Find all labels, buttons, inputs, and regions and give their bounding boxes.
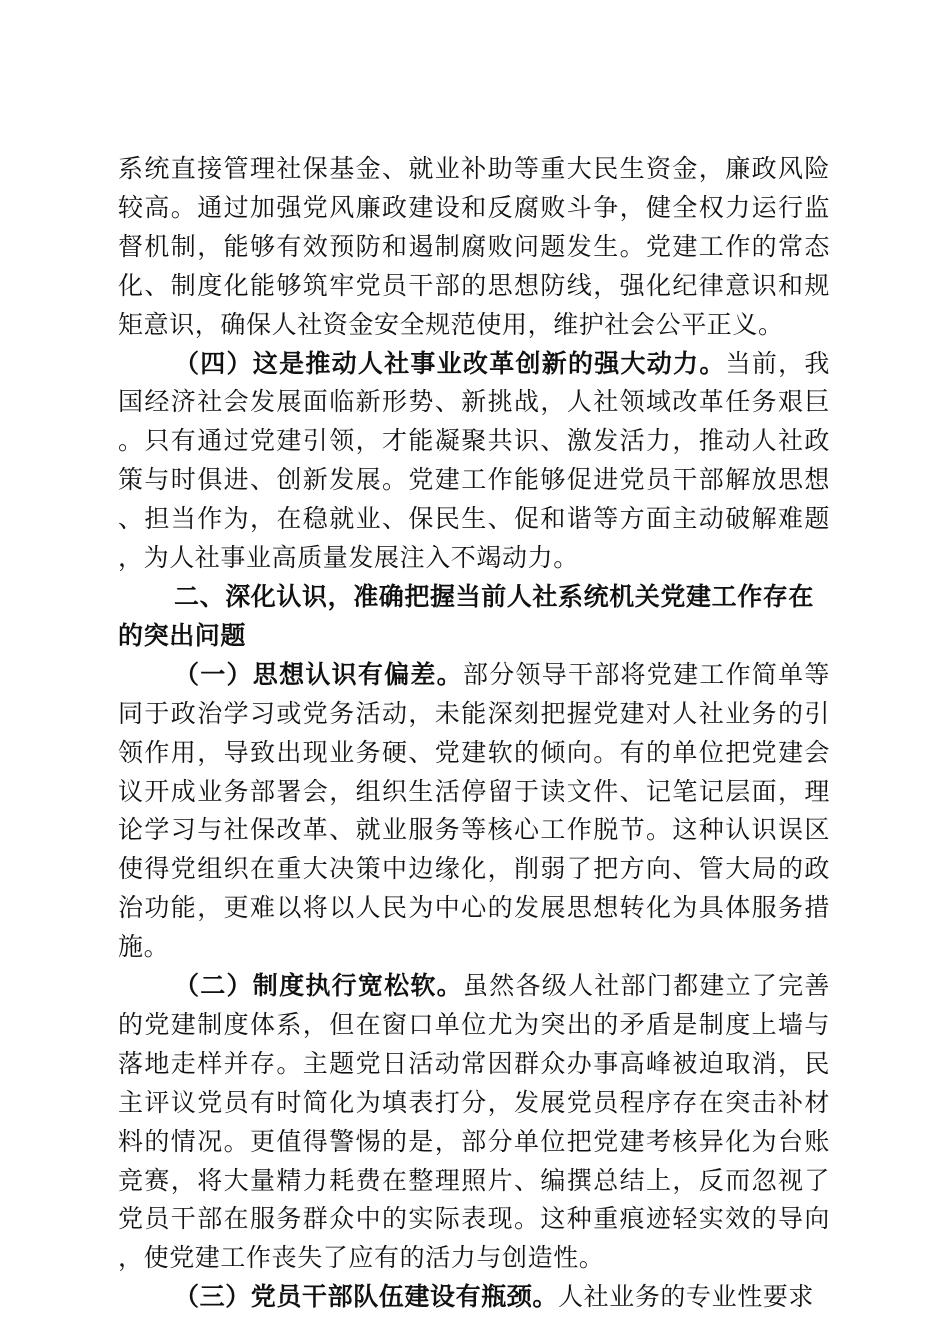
paragraph-text: 虽然各级人社部门都建立了完善的党建制度体系，但在窗口单位尤为突出的矛盾是制度上墙与落地走样并存。主题党日活动常因群众办事高峰被迫取消，民主评议党员有时简化为填表打分，发展党员程序存在突击补材料的情况。更值得警惕的是，部分单位把党建考核异化为台账竞赛，将大量精力耗费在整理照片、编撰总结上，反而忽视了党员干部在服务群众中的实际表现。这种重痕迹轻实效的导向，使党建工作丧失了应有的活力与创造性。 bbox=[118, 971, 830, 1273]
paragraph-lead: （一）思想认识有偏差。 bbox=[174, 659, 463, 689]
section-heading-2: 二、深化认识，准确把握当前人社系统机关党建工作存在的突出问题 bbox=[118, 581, 815, 650]
paragraph-section-4 bbox=[118, 345, 830, 578]
paragraph-text: 当前，我国经济社会发展面临新形势、新挑战，人社领域改革任务艰巨。只有通过党建引领，才能凝聚共识、激发活力，推动人社政策与时俱进、创新发展。党建工作能够促进党员干部解放思想、担当作为，在稳就业、保民生、促和谐等方面主动破解难题，为人社事业高质量发展注入不竭动力。 bbox=[118, 348, 830, 573]
paragraph-lead: （二）制度执行宽松软。 bbox=[174, 971, 463, 1001]
paragraph-text: 部分领导干部将党建工作简单等同于政治学习或党务活动，未能深刻把握党建对人社业务的引领作用，导致出现业务硬、党建软的倾向。有的单位把党建会议开成业务部署会，组织生活停留于读文件、记笔记层面，理论学习与社保改革、就业服务等核心工作脱节。这种认识误区使得党组织在重大决策中边缘化，削弱了把方向、管大局的政治功能，更难以将以人民为中心的发展思想转化为具体服务措施。 bbox=[118, 659, 830, 962]
paragraph-continuation bbox=[118, 150, 830, 345]
paragraph-text: 人社业务的专业性要求 bbox=[558, 1282, 815, 1312]
paragraph-text: 系统直接管理社保基金、就业补助等重大民生资金，廉政风险较高。通过加强党风廉政建设和反腐败斗争，健全权力运行监督机制，能够有效预防和遏制腐败问题发生。党建工作的常态化、制度化能够筑牢党员干部的思想防线，强化纪律意识和规矩意识，确保人社资金安全规范使用，维护社会公平正义。 bbox=[118, 154, 830, 339]
paragraph-issue-3 bbox=[118, 1278, 830, 1317]
paragraph-lead: （四）这是推动人社事业改革创新的强大动力。 bbox=[174, 348, 726, 378]
paragraph-issue-2 bbox=[118, 967, 830, 1278]
document-body bbox=[118, 150, 830, 1317]
paragraph-lead: （三）党员干部队伍建设有瓶颈。 bbox=[174, 1282, 559, 1312]
paragraph-issue-1 bbox=[118, 656, 830, 967]
